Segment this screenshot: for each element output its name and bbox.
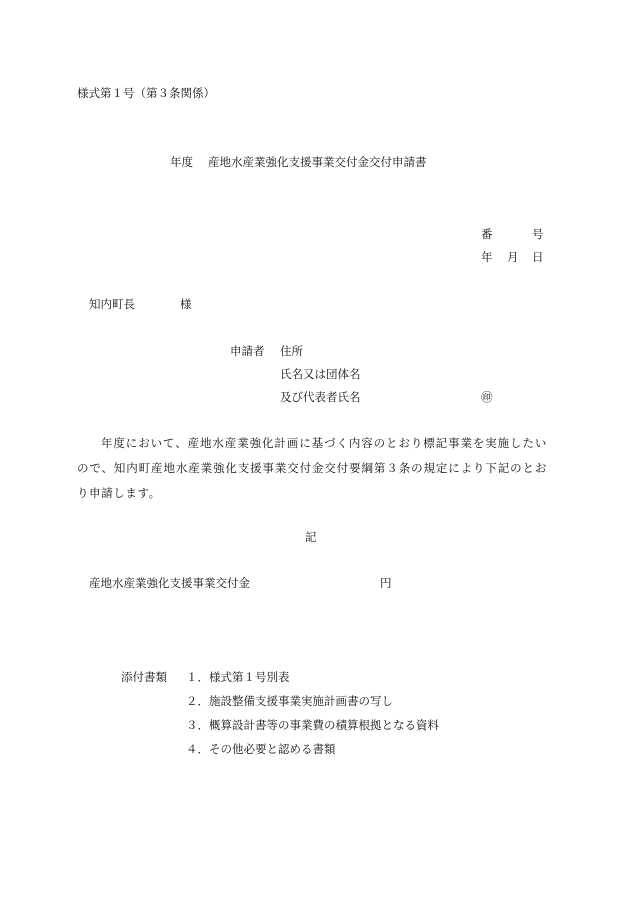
date-day: 日 [532,250,544,264]
applicant-label: 申請者 [230,344,265,358]
body-paragraph: 年度において、産地水産業強化計画に基づく内容のとおり標記事業を実施したいので、知内町産地水産業強化支援事業交付金交付要綱第３条の規定により下記のとおり申請します。 [77,436,547,500]
applicant-name-label: 氏名又は団体名 [280,367,361,381]
attachment-item-3: ３．概算設計書等の事業費の積算根拠となる資料 [186,718,439,732]
date-month: 月 [507,250,519,264]
date-year: 年 [481,250,493,264]
grant-unit: 円 [380,576,392,590]
number-ban: 番 [481,227,493,241]
addressee-honorific: 様 [180,297,192,311]
grant-label: 産地水産業強化支援事業交付金 [89,576,250,590]
document-title: 産地水産業強化支援事業交付金交付申請書 [208,155,427,169]
ki-marker: 記 [305,530,317,544]
seal-mark: ㊞ [481,390,493,404]
attachment-item-2: ２．施設整備支援事業実施計画書の写し [186,694,393,708]
applicant-rep-label: 及び代表者氏名 [280,390,361,404]
applicant-address-label: 住所 [280,344,303,358]
attachments-label: 添付書類 [121,670,167,684]
title-year: 年度 [170,155,193,169]
number-go: 号 [532,227,544,241]
attachment-item-4: ４．その他必要と認める書類 [186,742,336,756]
addressee-name: 知内町長 [89,297,135,311]
form-number: 様式第１号（第３条関係） [77,86,215,100]
attachment-item-1: １．様式第１号別表 [186,670,290,684]
